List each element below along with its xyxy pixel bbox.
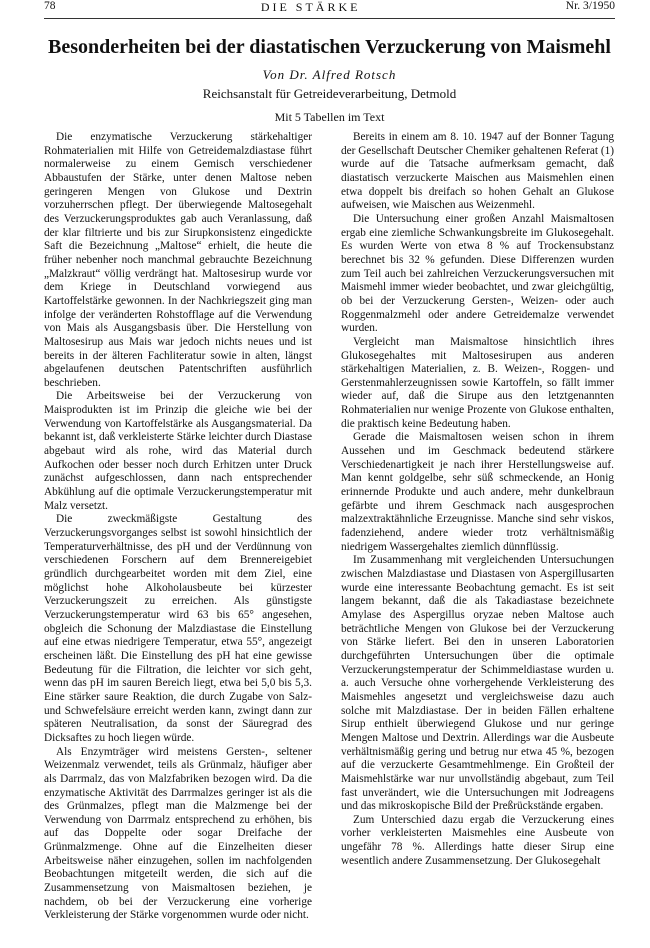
paragraph: Die zweckmäßigste Gestaltung des Verzuckerungsvorganges selbst ist sowohl hinsichtlich der Temperaturverhältnisse, des pH und der Verdünnung von verschiedenen Forschern auf dem Brennereigebiet gründlich durchgearbeitet worden mit dem Ziel, eine möglichst hohe Alkoholausbeute bei kürzester Verzuckerungszeit zu erreichen. Als günstigste Verzuckerungstemperatur wird 63 bis 65° angesehen, obgleich die Schonung der Malzdiastase die Einstellung auf eine etwas niedrigere Temperatur, etwa 55°, angezeigt erscheinen läßt. Die Einstellung des pH hat eine gewisse Bedeutung für die Filtration, die leichter vor sich geht, wenn das pH im sauren Bereich liegt, etwa bei 5,0 bis 5,3. Eine stärker saure Reaktion, die durch Zugabe von Salz- und Schwefelsäure erreicht werden kann, zwingt dann zur späteren Neutralisation, da sonst der Säuregrad des Dicksaftes zu hoch liegen würde. [44, 513, 312, 744]
paragraph: Zum Unterschied dazu ergab die Verzuckerung eines vorher verkleisterten Maismehles eine Ausbeute von ungefähr 78 %. Allerdings hatte dieser Sirup eine wesentlich andere Zusammensetzung. Der Glukosegehalt [341, 813, 614, 867]
paragraph: Im Zusammenhang mit vergleichenden Untersuchungen zwischen Malzdiastase und Diastasen von Aspergillusarten wurde eine interessante Beobachtung gemacht. Es ist seit langem bekannt, daß die als Takadiastase bezeichnete Amylase des Aspergillus oryzae neben Maltose auch beträchtliche Mengen von Glukose bei der Verzuckerung von Stärke liefert. Bei den in unseren Laboratorien durchgeführten Untersuchungen über die optimale Verzuckerungstemperatur der Schimmeldiastase wurden u. a. auch Versuche ohne vorhergehende Verkleisterung des Maismehles angesetzt und vergleichsweise dazu auch solche mit Malzdiastase. Der in beiden Fällen erhaltene Sirup enthielt überwiegend Glukose und nur geringe Mengen Maltose und Dextrin. Allerdings war die Ausbeute verhältnismäßig gering und betrug nur etwa 45 %, bezogen auf die verzuckerte Gesamtmehlmenge. Ein Großteil der Maismehlstärke war nur unvollständig abgebaut, zum Teil fast unverändert, wie die Untersuchungen mit Jodreagens und das mikroskopische Bild der Preßrückstände ergaben. [341, 554, 614, 813]
paragraph: Als Enzymträger wird meistens Gersten-, seltener Weizenmalz verwendet, teils als Grünmalz, häufiger aber als Darrmalz, das von Malzfabriken bezogen wird. Da die enzymatische Aktivität des Darrmalzes geringer ist als die des Grünmalzes, pflegt man die Malzmenge bei der Verwendung von Darrmalz entsprechend zu erhöhen, bis auf das Doppelte oder sogar Dreifache der Grünmalzmenge. Ohne auf die Einzelheiten dieser Arbeitsweise näher einzugehen, sollen im nachfolgenden Beobachtungen mitgeteilt werden, die sich auf die Zusammensetzung von Maismaltosen beziehen, je nachdem, ob bei der Verzuckerung eine vorherige Verkleisterung der Stärke vorgenommen wurde oder nicht. [44, 745, 312, 922]
paragraph: Die enzymatische Verzuckerung stärkehaltiger Rohmaterialien mit Hilfe von Getreidemalzdiastase führt normalerweise zu einem Gemisch verschiedener Abbaustufen der Stärke, unter denen Maltose neben geringeren Mengen von Glukose und Dextrin vorzuherrschen pflegt. Der überwiegende Maltosegehalt des Verzuckerungsproduktes gab auch Veranlassung, daß der klar filtrierte und bis zur Sirupkonsistenz eingedickte Saft die Bezeichnung „Maltose“ erhielt, die heute die früher nebenher noch manchmal gebrauchte Bezeichnung „Malzkraut“ völlig verdrängt hat. Maltosesirup wurde vor dem Kriege in Deutschland vorwiegend aus Kartoffelstärke gewonnen. In der Nachkriegszeit ging man infolge der veränderten Rohstofflage auf die Verwendung von Mais als Ausgangsbasis über. Die Herstellung von Maltosesirup aus Mais war jedoch nichts neues und ist bereits in der älteren Fachliteratur sowie in alten, längst abgelaufenen deutschen Patentschriften ausführlich beschrieben. [44, 131, 312, 389]
paragraph: Die Untersuchung einer großen Anzahl Maismaltosen ergab eine ziemliche Schwankungsbreite im Glukosegehalt. Es wurden Werte von etwa 8 % auf Trockensubstanz berechnet bis 32 % gefunden. Diese Differenzen wurden zum Teil auch bei zahlreichen Verzuckerungsversuchen mit Maismehl immer wieder beobachtet, und zwar gleichgültig, ob bei der Verzuckerung Gersten-, Weizen- oder auch Roggenmalzmehl oder andere Getreidemalze verwendet wurden. [341, 212, 614, 335]
paragraph: Bereits in einem am 8. 10. 1947 auf der Bonner Tagung der Gesellschaft Deutscher Chemiker gehaltenen Referat (1) wurde auf die Tatsache aufmerksam gemacht, daß diastatisch verzuckerte Maischen aus Maismehlen einen etwa doppelt bis dreifach so hohen Gehalt an Glukose aufweisen, wie Maischen aus Weizenmehl. [341, 131, 614, 212]
author-byline: Von Dr. Alfred Rotsch [262, 67, 397, 82]
page-number: 78 [44, 0, 56, 12]
article-title: Besonderheiten bei der diastatischen Verzuckerung von Maismehl [48, 36, 611, 58]
journal-title: DIE STÄRKE [260, 0, 361, 14]
tables-note: Mit 5 Tabellen im Text [274, 110, 385, 124]
author-affiliation: Reichsanstalt für Getreideverarbeitung, Detmold [202, 86, 457, 101]
issue-number: Nr. 3/1950 [565, 0, 615, 12]
paragraph: Vergleicht man Maismaltose hinsichtlich ihres Glukosegehaltes mit Maltosesirupen aus anderen stärkehaltigen Materialien, z. B. Weizen-, Roggen- und Gerstenmahlerzeugnissen sowie Kartoffeln, so fällt immer wieder auf, daß die Sirupe aus den letztgenannten Rohmaterialien nur wenige Prozente von Glukose enthalten, die praktisch keine Bedeutung haben. [341, 335, 614, 430]
running-head [44, 0, 615, 19]
paragraph: Gerade die Maismaltosen weisen schon in ihrem Aussehen und im Geschmack bedeutend stärkere Verschiedenartigkeit je nach ihrer Herstellungsweise auf. Man kennt goldgelbe, sehr süß schmeckende, an Honig erinnernde Produkte und auch andere, mehr dunkelbraun gefärbte und ihrem Geschmack nach ausgesprochen malzextraktähnliche Erzeugnisse. Manche sind sehr viskos, fadenziehend, andere wieder trotz verhältnismäßig niedrigem Wassergehaltes ziemlich dünnflüssig. [341, 431, 614, 553]
left-column [44, 131, 312, 943]
paragraph: Die Arbeitsweise bei der Verzuckerung von Maisprodukten ist im Prinzip die gleiche wie bei der Verwendung von Kartoffelstärke als Ausgangsmaterial. Da bekannt ist, daß verkleisterte Stärke leichter durch Diastase abgebaut wird als rohe, wird das Material durch Aufkochen oder besser noch durch Erhitzen unter Druck zunächst aufgeschlossen, dann nach entsprechender Abkühlung auf die optimale Verzuckerungstemperatur mit Malz versetzt. [44, 390, 312, 512]
right-column [341, 131, 614, 943]
